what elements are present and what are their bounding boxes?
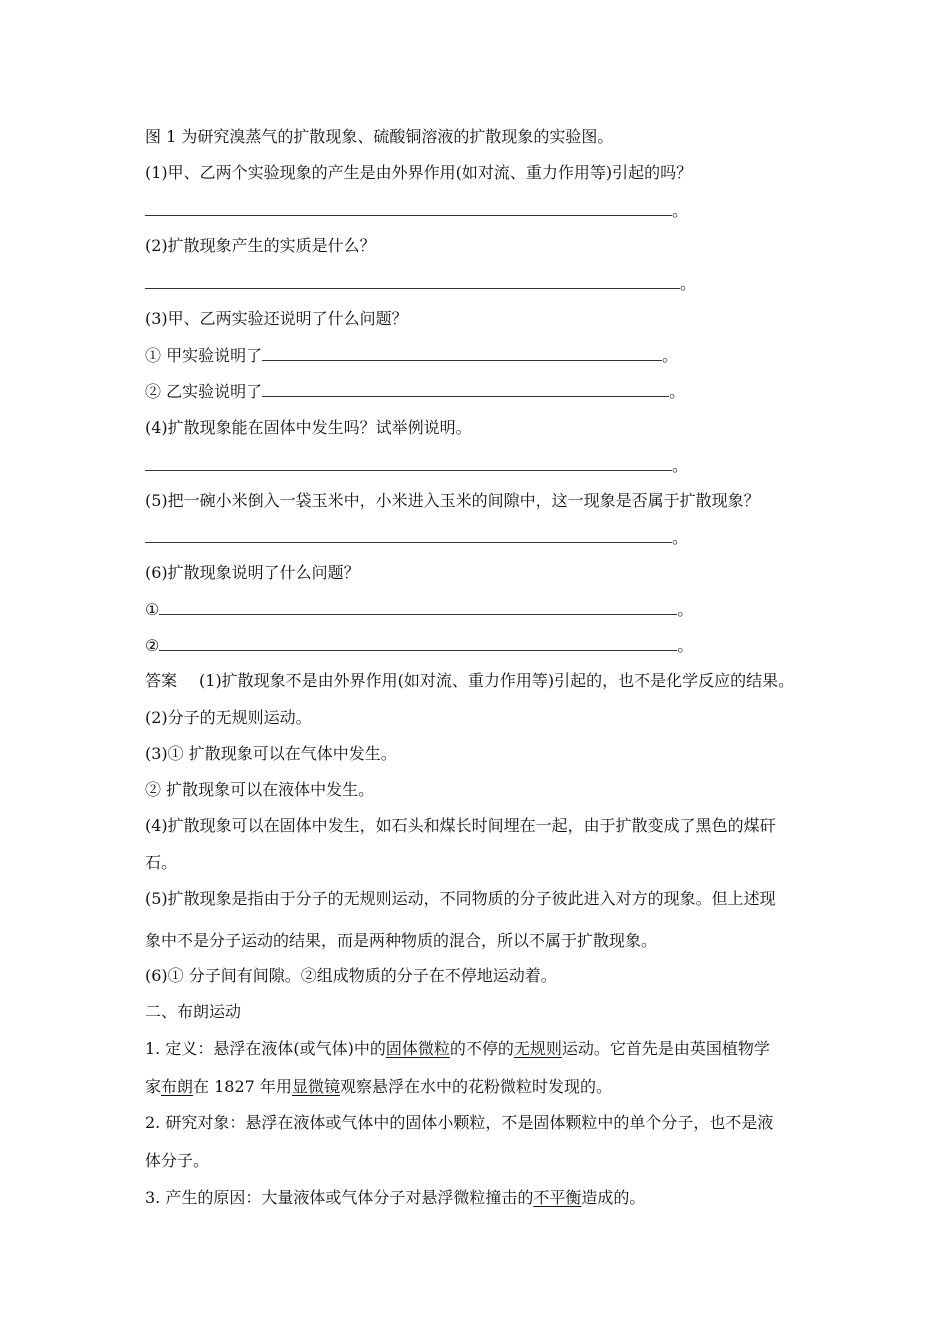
question-1: (1)甲、乙两个实验现象的产生是由外界作用(如对流、重力作用等)引起的吗？ <box>145 163 693 182</box>
underlined-term: 不平衡 <box>533 1188 582 1207</box>
question-3: (3)甲、乙两实验还说明了什么问题？ <box>145 309 408 328</box>
question-6b-label: ② <box>145 636 160 655</box>
period: 。 <box>669 382 686 401</box>
answer-6: (6)① 分子间有间隙。②组成物质的分子在不停地运动着。 <box>145 966 557 985</box>
research-object-line2: 体分子。 <box>145 1151 210 1170</box>
cause-text: 3. 产生的原因：大量液体或气体分子对悬浮微粒撞击的 <box>145 1188 534 1207</box>
research-object-line1: 2. 研究对象：悬浮在液体或气体中的固体小颗粒，不是固体颗粒中的单个分子，也不是液 <box>145 1113 774 1132</box>
blank-line <box>262 345 662 361</box>
underlined-term: 布朗 <box>161 1077 194 1096</box>
blank-line <box>262 381 669 397</box>
answer-5-line1: (5)扩散现象是指由于分子的无规则运动，不同物质的分子彼此进入对方的现象。但上述现 <box>145 889 776 908</box>
answer-line-5 <box>145 527 688 548</box>
definition-text: 在 1827 年用 <box>193 1077 292 1096</box>
answer-1-text: (1)扩散现象不是由外界作用(如对流、重力作用等)引起的，也不是化学反应的结果。 <box>199 671 795 690</box>
answer-line-4 <box>145 455 688 476</box>
period: 。 <box>672 528 689 547</box>
answer-3a: (3)① 扩散现象可以在气体中发生。 <box>145 744 397 763</box>
definition-line2 <box>145 1077 612 1097</box>
definition-text: 运动。它首先是由英国植物学 <box>561 1039 770 1058</box>
period: 。 <box>680 274 697 293</box>
question-6a <box>145 599 693 620</box>
underlined-term: 显微镜 <box>291 1077 340 1096</box>
question-6: (6)扩散现象说明了什么问题？ <box>145 563 360 582</box>
underlined-term: 固体微粒 <box>385 1039 450 1058</box>
question-6b <box>145 635 693 656</box>
answer-2: (2)分子的无规则运动。 <box>145 708 312 727</box>
intro-text: 图 1 为研究溴蒸气的扩散现象、硫酸铜溶液的扩散现象的实验图。 <box>145 127 614 146</box>
question-5: (5)把一碗小米倒入一袋玉米中，小米进入玉米的间隙中，这一现象是否属于扩散现象？ <box>145 491 760 510</box>
definition-text: 的不停的 <box>449 1039 514 1058</box>
answer-5-line2: 象中不是分子运动的结果，而是两种物质的混合，所以不属于扩散现象。 <box>145 931 658 950</box>
blank-line <box>159 635 677 651</box>
blank-line <box>145 455 672 471</box>
answer-label: 答案 <box>145 671 178 690</box>
question-4: (4)扩散现象能在固体中发生吗？试举例说明。 <box>145 418 472 437</box>
answer-line-2 <box>145 273 696 294</box>
period: 。 <box>672 201 689 220</box>
blank-line <box>145 200 672 216</box>
blank-line <box>145 527 672 543</box>
question-6a-label: ① <box>145 600 160 619</box>
definition-text: 观察悬浮在水中的花粉微粒时发现的。 <box>339 1077 612 1096</box>
question-3b-label: ② 乙实验说明了 <box>145 382 263 401</box>
answer-1 <box>145 671 794 691</box>
question-3a-label: ① 甲实验说明了 <box>145 346 263 365</box>
period: 。 <box>677 600 694 619</box>
answer-line-1 <box>145 200 688 221</box>
period: 。 <box>677 636 694 655</box>
definition-text: 1. 定义：悬浮在液体(或气体)中的 <box>145 1039 386 1058</box>
underlined-term: 无规则 <box>513 1039 562 1058</box>
answer-4-line1: (4)扩散现象可以在固体中发生，如石头和煤长时间埋在一起，由于扩散变成了黑色的煤矸 <box>145 816 776 835</box>
period: 。 <box>672 456 689 475</box>
blank-line <box>159 599 677 615</box>
definition-line1 <box>145 1039 770 1059</box>
section-heading: 二、布朗运动 <box>145 1002 242 1021</box>
period: 。 <box>662 346 679 365</box>
answer-3b: ② 扩散现象可以在液体中发生。 <box>145 780 375 799</box>
question-2: (2)扩散现象产生的实质是什么？ <box>145 236 376 255</box>
question-3b <box>145 381 685 402</box>
cause-text: 造成的。 <box>581 1188 646 1207</box>
definition-text: 家 <box>145 1077 162 1096</box>
question-3a <box>145 345 678 366</box>
cause-line <box>145 1188 645 1208</box>
blank-line <box>145 273 680 289</box>
answer-4-line2: 石。 <box>145 853 178 872</box>
